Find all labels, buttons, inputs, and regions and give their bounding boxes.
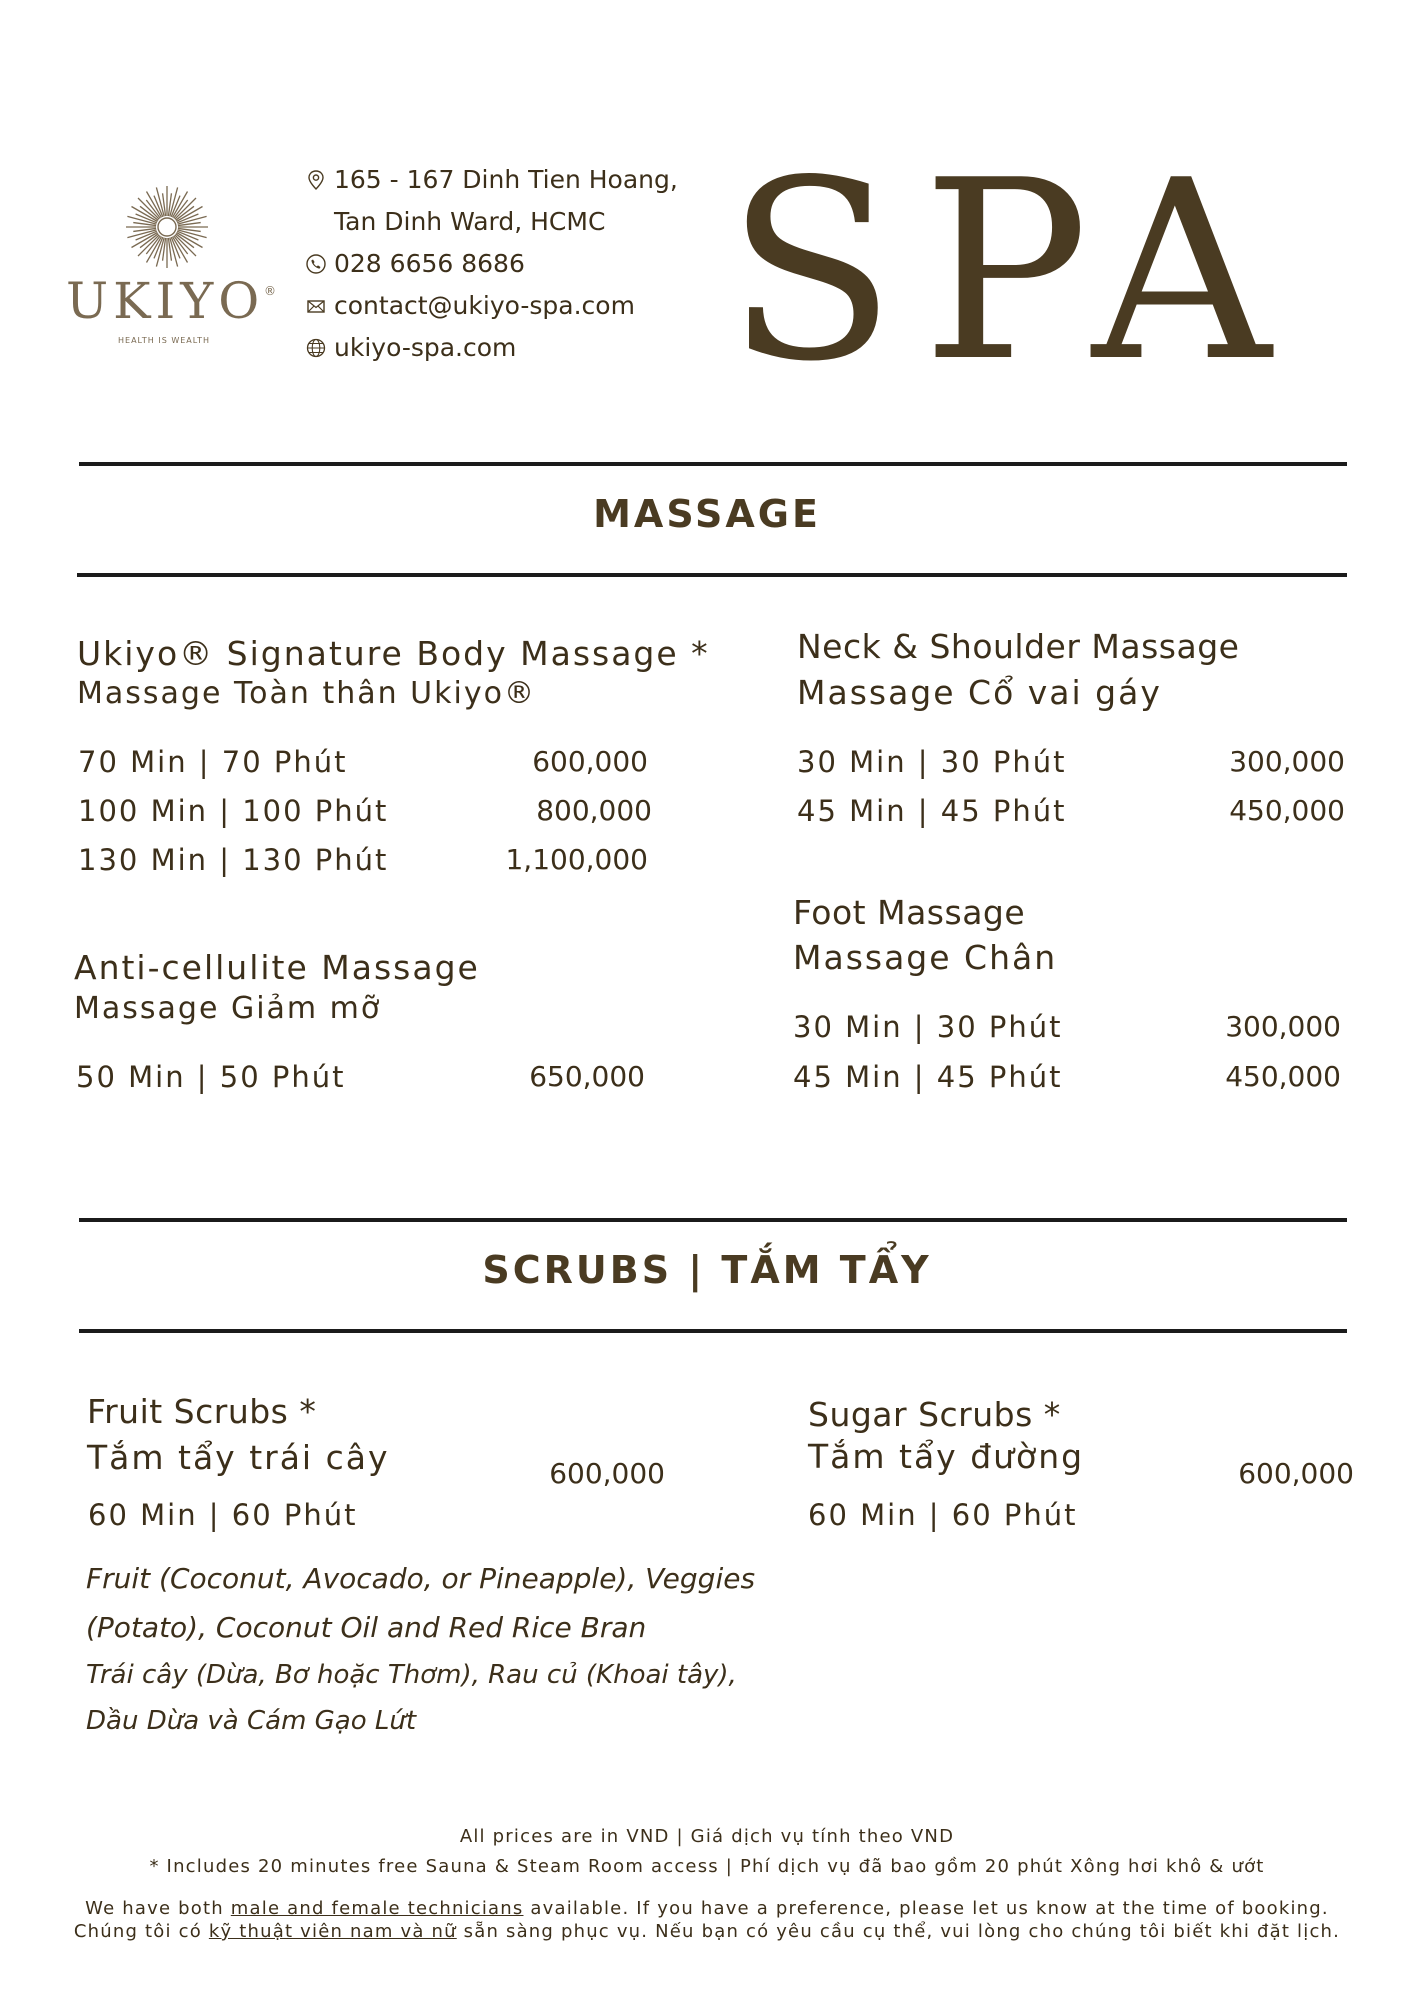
scrubs-heading: SCRUBS | TẮM TẨY xyxy=(482,1248,932,1292)
logo-tagline: HEALTH IS WEALTH xyxy=(118,336,211,345)
technicians-note-vi: Chúng tôi có kỹ thuật viên nam và nữ sẵn sàng phục vụ. Nếu bạn có yêu cầu cụ thể, vui lòng cho chúng tôi biết khi đặt lịch. xyxy=(73,1921,1341,1942)
foot-massage-sub: Massage Chân xyxy=(793,938,1058,977)
technicians-link-en: male and female technicians xyxy=(230,1898,524,1919)
signature-duration-1: 70 Min | 70 Phút xyxy=(78,745,348,779)
divider xyxy=(79,1329,1347,1333)
divider xyxy=(79,1218,1347,1222)
foot-price-2: 450,000 xyxy=(1225,1060,1341,1093)
fruit-scrub-desc-vi-2: Dầu Dừa và Cám Gạo Lứt xyxy=(86,1706,417,1736)
fruit-scrub-desc-en-2: (Potato), Coconut Oil and Red Rice Bran xyxy=(86,1611,647,1644)
divider xyxy=(77,573,1347,577)
envelope-icon xyxy=(305,295,327,317)
neck-duration-1: 30 Min | 30 Phút xyxy=(797,745,1067,779)
neck-price-2: 450,000 xyxy=(1229,794,1345,827)
logo-registered-mark: ® xyxy=(264,284,276,298)
sugar-scrub-duration: 60 Min | 60 Phút xyxy=(808,1498,1078,1532)
foot-duration-2: 45 Min | 45 Phút xyxy=(793,1060,1063,1094)
logo-wordmark: UKIYO xyxy=(66,272,265,330)
anticellulite-sub: Massage Giảm mỡ xyxy=(74,991,382,1026)
signature-duration-3: 130 Min | 130 Phút xyxy=(78,843,389,877)
signature-price-1: 600,000 xyxy=(532,745,648,778)
signature-price-2: 800,000 xyxy=(536,794,652,827)
brand-logo xyxy=(66,178,288,348)
signature-massage-sub: Massage Toàn thân Ukiyo® xyxy=(77,676,536,711)
foot-price-1: 300,000 xyxy=(1225,1010,1341,1043)
fruit-scrub-duration: 60 Min | 60 Phút xyxy=(88,1498,358,1532)
sugar-scrub-sub: Tắm tẩy đường xyxy=(808,1437,1085,1476)
technicians-note-en: We have both male and female technicians available. If you have a preference, please let us know at the time of booking. xyxy=(85,1898,1329,1919)
signature-massage-name: Ukiyo® Signature Body Massage * xyxy=(77,634,710,673)
foot-duration-1: 30 Min | 30 Phút xyxy=(793,1010,1063,1044)
fruit-scrub-desc-en-1: Fruit (Coconut, Avocado, or Pineapple), Veggies xyxy=(86,1562,756,1595)
foot-massage-name: Foot Massage xyxy=(793,893,1026,932)
sauna-note: * Includes 20 minutes free Sauna & Steam Room access | Phí dịch vụ đã bao gồm 20 phút Xông hơi khô & ướt xyxy=(149,1856,1265,1877)
fruit-scrub-name: Fruit Scrubs * xyxy=(87,1392,317,1431)
page-title: SPA xyxy=(726,128,1298,416)
globe-icon xyxy=(305,337,327,359)
phone-icon xyxy=(305,253,327,275)
anticellulite-price-1: 650,000 xyxy=(529,1060,645,1093)
massage-heading: MASSAGE xyxy=(593,492,821,536)
neck-massage-sub: Massage Cổ vai gáy xyxy=(797,673,1162,712)
neck-massage-name: Neck & Shoulder Massage xyxy=(797,627,1240,666)
fruit-scrub-desc-vi-1: Trái cây (Dừa, Bơ hoặc Thơm), Rau củ (Khoai tây), xyxy=(86,1660,737,1690)
anticellulite-name: Anti-cellulite Massage xyxy=(74,948,480,987)
technicians-link-vi: kỹ thuật viên nam và nữ xyxy=(208,1921,457,1942)
price-currency-note: All prices are in VND | Giá dịch vụ tính theo VND xyxy=(459,1826,955,1847)
fruit-scrub-sub: Tắm tẩy trái cây xyxy=(87,1438,390,1477)
sunburst-icon xyxy=(124,184,210,270)
sugar-scrub-name: Sugar Scrubs * xyxy=(808,1395,1061,1434)
anticellulite-duration-1: 50 Min | 50 Phút xyxy=(76,1060,346,1094)
divider xyxy=(79,462,1347,466)
signature-price-3: 1,100,000 xyxy=(505,843,648,876)
signature-duration-2: 100 Min | 100 Phút xyxy=(78,794,389,828)
sugar-scrub-price: 600,000 xyxy=(1238,1457,1354,1490)
neck-duration-2: 45 Min | 45 Phút xyxy=(797,794,1067,828)
neck-price-1: 300,000 xyxy=(1229,745,1345,778)
map-pin-icon xyxy=(305,169,327,191)
fruit-scrub-price: 600,000 xyxy=(549,1457,665,1490)
